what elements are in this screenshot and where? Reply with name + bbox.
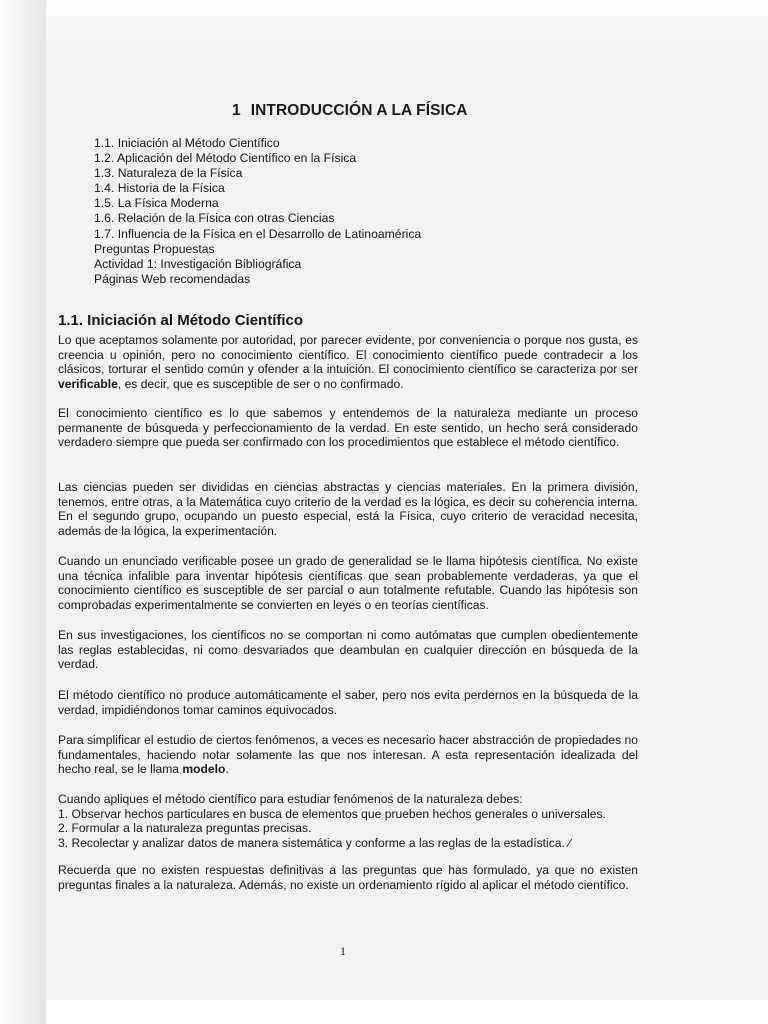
paragraph-7 xyxy=(58,733,638,777)
paragraph-9: Recuerda que no existen respuestas definitivas a las preguntas que has formulado, ya que no existen preguntas finales a la naturaleza. Además, no existe un ordenamiento rígido al aplicar el método científico. xyxy=(58,863,638,892)
chapter-title: INTRODUCCIÓN A LA FÍSICA xyxy=(250,102,468,119)
paragraph-4: Cuando un enunciado verificable posee un grado de generalidad se le llama hipótesis científica. No existe una técnica infalible para inventar hipótesis científicas que sean probablemente verdaderas, ya que el conocimiento científico es susceptible de ser parcial o aun totalmente refutable. Cuando las hipótesis son comprobadas experimentalmente se convierten en leyes o en teorías científicas. xyxy=(58,554,638,613)
toc-item: Actividad 1: Investigación Bibliográfica xyxy=(94,256,302,271)
scan-shadow xyxy=(0,0,46,1024)
chapter-number: 1 xyxy=(232,102,241,119)
bold-term: verificable xyxy=(58,377,118,392)
toc-item: 1.1. Iniciación al Método Científico xyxy=(94,136,280,150)
toc-item: 1.2. Aplicación del Método Científico en la Física xyxy=(94,151,357,166)
step-item xyxy=(58,836,638,852)
toc-item: 1.4. Historia de la Física xyxy=(94,181,225,196)
paragraph-text: Para simplificar el estudio de ciertos fenómenos, a veces es necesario hacer abstracción de propiedades no fundamentales, haciendo notar solamente las que nos interesan. A esta representación idealizada del hecho real, se le llama xyxy=(58,733,638,777)
method-steps-block xyxy=(58,792,638,852)
step-item: 1. Observar hechos particulares en busca de elementos que prueben hechos generales o universales. xyxy=(58,806,606,821)
bold-term: modelo xyxy=(182,762,226,777)
toc-item: 1.5. La Física Moderna xyxy=(94,196,219,211)
page-number: 1 xyxy=(340,944,346,958)
toc-item: 1.3. Naturaleza de la Física xyxy=(94,166,243,181)
toc-item: Páginas Web recomendadas xyxy=(94,271,251,286)
paragraph-3: Las ciencias pueden ser divididas en ciencias abstractas y ciencias materiales. En la primera división, tenemos, entre otras, a la Matemática cuyo criterio de la verdad es la lógica, es decir su coherencia interna. En el segundo grupo, ocupando un puesto especial, está la Física, cuyo criterio de veracidad necesita, además de la lógica, la experimentación. xyxy=(58,480,638,539)
steps-intro: Cuando apliques el método científico para estudiar fenómenos de la naturaleza debes: xyxy=(58,792,523,806)
toc-item: 1.7. Influencia de la Física en el Desarrollo de Latinoamérica xyxy=(94,226,422,241)
steps-list xyxy=(58,807,638,852)
paragraph-5: En sus investigaciones, los científicos no se comportan ni como autómatas que cumplen obedientemente las reglas establecidas, ni como desvariados que deambulan en cualquier dirección en búsqueda de la verdad. xyxy=(58,628,638,672)
paragraph-2: El conocimiento científico es lo que sabemos y entendemos de la naturaleza mediante un proceso permanente de búsqueda y perfeccionamiento de la verdad. En este sentido, un hecho será considerado verdadero siempre que pueda ser confirmado con los procedimientos que establece el método científico. xyxy=(58,406,638,450)
chapter-heading xyxy=(232,102,468,120)
step-item: 2. Formular a la naturaleza preguntas precisas. xyxy=(58,821,312,836)
step-text: 3. Recolectar y analizar datos de manera sistemática y conforme a las reglas de la estadística. xyxy=(58,836,565,851)
scan-edge xyxy=(46,0,768,40)
paragraph-6: El método científico no produce automáticamente el saber, pero nos evita perdernos en la búsqueda de la verdad, impidiéndonos tomar caminos equivocados. xyxy=(58,688,638,717)
paragraph-1 xyxy=(58,333,638,392)
paragraph-text: , es decir, que es susceptible de ser o no confirmado. xyxy=(117,377,404,392)
handwritten-mark: ⁄ xyxy=(568,837,571,851)
paragraph-text: . xyxy=(225,762,229,777)
table-of-contents xyxy=(94,136,421,287)
toc-item: Preguntas Propuestas xyxy=(94,241,215,256)
toc-item: 1.6. Relación de la Física con otras Ciencias xyxy=(94,211,335,226)
paragraph-text: Lo que aceptamos solamente por autoridad, por parecer evidente, por conveniencia o porque nos gusta, es creencia u opinión, pero no conocimiento científico. El conocimiento científico puede contradecir a los clásicos, torturar el sentido común y ofender a la intuición. El conocimiento científico se caracteriza por ser xyxy=(58,333,638,377)
section-title: 1.1. Iniciación al Método Científico xyxy=(58,312,304,329)
